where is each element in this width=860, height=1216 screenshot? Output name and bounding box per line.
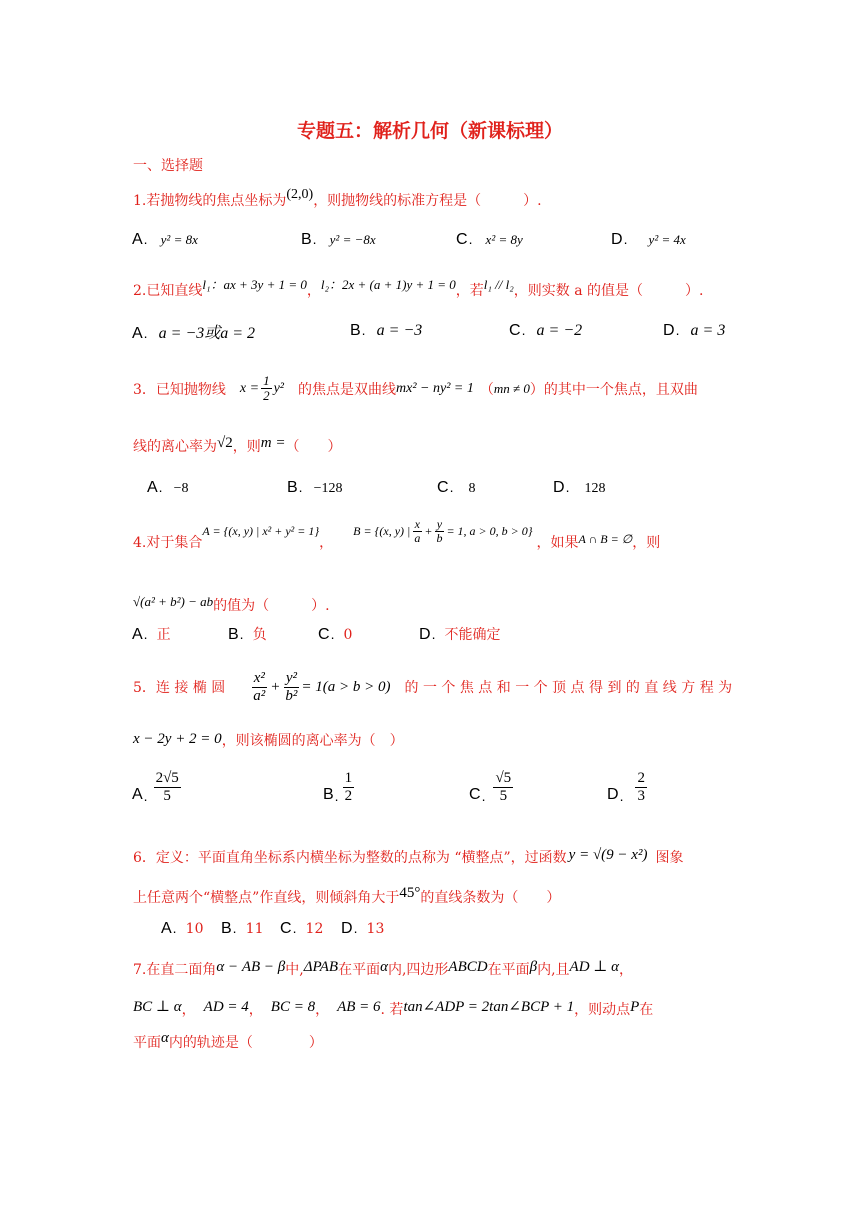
q7-quadrilateral: ABCD (448, 959, 488, 975)
option-den: 5 (163, 787, 171, 804)
option-label: A (132, 325, 143, 342)
q4-frac-yb (434, 518, 444, 545)
q7-s10: . 若 (380, 1002, 404, 1018)
q7-ad: AD = 4 (203, 999, 249, 1015)
question-5-line2 (133, 730, 404, 750)
q7-s12: 在 (639, 1002, 654, 1018)
q4-stem-b: ，如果 (536, 534, 579, 551)
q3-line2-a: 线的离心率为 (133, 439, 217, 455)
option-label: D (611, 231, 623, 248)
q5-ellipse-eq (251, 670, 390, 704)
q4-frac-a: a (414, 531, 421, 546)
option-fraction (493, 770, 513, 804)
option-label: D (341, 920, 353, 937)
option-dot: . (292, 920, 297, 936)
question-6-line2 (133, 887, 560, 907)
q7-s2: 在平面 (338, 962, 381, 978)
q7-bc: BC = 8 (270, 999, 316, 1015)
q4-set-a: A = {(x, y) | x² + y² = 1} (202, 524, 320, 539)
q7-triangle: ΔPAB (303, 959, 339, 975)
q1-stem-a: 1.若抛物线的焦点坐标为 (133, 193, 287, 209)
option-num: 2 (637, 770, 645, 786)
option-text: 10 (185, 921, 204, 937)
option-num: 2√5 (155, 770, 179, 786)
option-text: a = −3或a = 2 (158, 325, 256, 342)
option-label: C (437, 479, 449, 496)
option-text: 8 (468, 481, 476, 496)
q7-s11: ，则动点 (574, 1002, 631, 1018)
q4-setb-a: B = {(x, y) | (353, 524, 411, 539)
q3-cond: mn ≠ 0 (493, 380, 530, 396)
option-text: −128 (313, 481, 343, 496)
q7-s1: 中, (285, 962, 304, 978)
q3-option-b[interactable] (287, 477, 343, 497)
option-text: 11 (245, 921, 264, 937)
option-label: C (469, 786, 481, 803)
option-text: −8 (173, 481, 189, 496)
option-dot: . (239, 626, 244, 642)
q5-frac-x (251, 670, 267, 704)
q7-bc-perp: BC ⊥ α (133, 999, 182, 1015)
q4-stem-c: ，则 (632, 534, 661, 551)
q2-stem-c: ，则实数 a 的值是（ ）. (513, 283, 704, 299)
option-dot: . (312, 231, 317, 247)
option-label: D (419, 626, 431, 643)
q2-stem-a: 2.已知直线 (133, 283, 203, 299)
q7-alpha2: α (161, 1030, 169, 1046)
q4-option-b[interactable] (228, 624, 267, 644)
option-dot: . (298, 479, 303, 495)
q7-stem-a: 7.在直二面角 (133, 962, 217, 978)
q3-hyperbola: mx² − ny² = 1 (396, 380, 474, 396)
option-label: D (607, 786, 619, 803)
q2-parallel: l₁ // l₂ (483, 277, 514, 292)
q6-line2-a: 上任意两个“横整点”作直线，则倾斜角大于 (133, 890, 400, 906)
q2-l1: l₁ (202, 277, 211, 292)
option-label: A (147, 479, 158, 496)
q7-s3: 内,四边形 (387, 962, 449, 978)
q6-option-a[interactable] (161, 918, 203, 938)
q2-option-b[interactable] (350, 320, 422, 340)
q4-stem-a: 4.对于集合 (133, 534, 203, 551)
q6-stem-a: 6．定义：平面直角坐标系内横坐标为整数的点称为 “横整点”，过函数 (133, 850, 567, 866)
option-label: C (509, 322, 521, 339)
option-den: 3 (637, 787, 645, 804)
q5-frac-y (283, 670, 299, 704)
option-label: B (301, 231, 312, 248)
option-label: B (350, 322, 361, 339)
q2-option-a[interactable] (132, 320, 255, 343)
q1-option-c[interactable] (456, 229, 523, 249)
q2-stem-b: ，若 (455, 283, 484, 299)
q1-option-b[interactable] (301, 229, 376, 249)
option-text: y² = 8x (160, 232, 198, 247)
q7-s7: ， (181, 1002, 196, 1018)
q3-y2: y² (273, 380, 285, 396)
option-dot: . (143, 231, 148, 247)
q4-frac-b: b (436, 531, 443, 546)
option-text: y² = 4x (648, 232, 686, 247)
question-4-line2 (133, 595, 330, 615)
q7-ad-perp: AD ⊥ α (569, 959, 620, 975)
q3-option-a[interactable] (147, 477, 189, 497)
q4-frac-x: x (414, 517, 420, 531)
q5-option-a[interactable] (132, 770, 181, 804)
q4-intersection: A ∩ B = ∅ (578, 532, 633, 547)
option-text: 128 (584, 481, 606, 496)
option-label: A (132, 231, 143, 248)
option-label: B (323, 786, 334, 803)
q7-tan: tan∠ADP = 2tan∠BCP + 1 (403, 999, 575, 1015)
q2-sep: ， (306, 283, 321, 299)
option-dot: . (481, 788, 486, 804)
q7-alpha: α (380, 959, 388, 975)
q5-fx: x² (253, 670, 265, 686)
option-dot: . (468, 231, 473, 247)
q1-stem-b: ，则抛物线的标准方程是（ ）. (313, 193, 542, 209)
option-dot: . (334, 788, 339, 804)
q3-frac-den: 2 (263, 388, 270, 404)
q6-option-c[interactable] (280, 918, 323, 938)
q6-option-b[interactable] (221, 918, 263, 938)
option-den: 2 (344, 787, 353, 804)
q6-angle: 45° (399, 885, 421, 901)
q5-line-eq: x − 2y + 2 = 0 (133, 731, 222, 747)
option-label: D (663, 322, 675, 339)
option-text: y² = −8x (329, 232, 376, 247)
option-fraction (154, 770, 181, 804)
q4-option-d[interactable] (419, 624, 501, 644)
q7-line3-b: 内的轨迹是（ ） (168, 1035, 323, 1051)
option-dot: . (675, 322, 680, 338)
q3-fraction (261, 374, 272, 404)
q3-line2-c: （ ） (285, 439, 342, 455)
q2-eq2: ：2x + (a + 1)y + 1 = 0 (329, 277, 456, 292)
question-1-stem (133, 187, 542, 210)
option-dot: . (353, 920, 358, 936)
q7-p: P (630, 999, 640, 1015)
option-label: C (456, 231, 468, 248)
option-text: 不能确定 (444, 627, 501, 643)
option-label: B (287, 479, 298, 496)
q3-x-eq: x = (239, 380, 260, 396)
option-label: B (228, 626, 239, 643)
q1-option-a[interactable] (132, 229, 198, 249)
option-text: 12 (305, 921, 324, 937)
page-title: 专题五：解析几何（新课标理） (296, 120, 563, 142)
q5-fa: a² (253, 687, 266, 704)
option-dot: . (521, 322, 526, 338)
question-3-line2 (133, 436, 341, 456)
q6-line2-b: 的直线条数为（ ） (420, 890, 561, 906)
question-7-stem (133, 959, 633, 979)
q2-option-d[interactable] (663, 320, 725, 340)
q4-comma: ， (319, 534, 334, 551)
option-dot: . (143, 788, 148, 804)
option-dot: . (623, 231, 628, 247)
q6-function: y = √(9 − x²) (568, 847, 648, 863)
q2-l2: l₂ (320, 277, 329, 292)
option-dot: . (232, 920, 237, 936)
q7-s9: ， (315, 1002, 330, 1018)
option-label: C (280, 920, 292, 937)
q3-sqrt2: √2 (217, 435, 233, 451)
option-num: √5 (495, 770, 512, 786)
q5-option-b[interactable] (323, 770, 354, 804)
option-fraction (635, 770, 647, 804)
q2-option-c[interactable] (509, 320, 582, 340)
q5-plus: + (270, 678, 281, 695)
q5-stem-b: 的 一 个 焦 点 和 一 个 顶 点 得 到 的 直 线 方 程 为 (404, 680, 733, 696)
question-5-stem (133, 670, 733, 704)
q6-stem-b: 图象 (655, 850, 684, 866)
option-label: C (318, 626, 330, 643)
q1-point: (2,0) (286, 187, 314, 202)
q2-eq1: ：ax + 3y + 1 = 0 (210, 277, 307, 292)
q3-frac-num: 1 (263, 373, 270, 388)
option-label: B (221, 920, 232, 937)
q6-option-d[interactable] (341, 918, 384, 938)
q5-stem-a: 5．连 接 椭 圆 (133, 680, 226, 696)
q3-m-eq: m = (260, 435, 286, 451)
option-label: D (553, 479, 565, 496)
q3-line2-b: ，则 (232, 439, 261, 455)
q4-expression: √(a² + b²) − ab (133, 594, 214, 609)
q5-stem-c: ，则该椭圆的离心率为（ ） (221, 733, 404, 749)
q3-cond-b: ）的其中一个焦点，且双曲 (529, 381, 698, 398)
option-text: 负 (252, 627, 267, 643)
option-dot: . (158, 479, 163, 495)
q4-line2: 的值为（ ）. (213, 598, 330, 614)
q7-s5: 内,且 (537, 962, 570, 978)
q4-frac-y: y (436, 517, 443, 531)
q7-s6: ， (619, 962, 634, 978)
option-num: 1 (344, 770, 353, 786)
option-dot: . (449, 479, 454, 495)
option-text: 13 (366, 921, 385, 937)
q7-beta: β (529, 959, 538, 975)
option-fraction (343, 770, 355, 804)
question-4-stem (133, 517, 661, 555)
q7-s8: ， (248, 1002, 263, 1018)
option-label: A (161, 920, 172, 937)
option-text: x² = 8y (485, 232, 523, 247)
q7-ab: AB = 6 (337, 999, 381, 1015)
q5-rest: = 1(a > b > 0) (301, 678, 391, 695)
q4-option-a[interactable] (132, 624, 171, 644)
q3-stem-a: 3．已知抛物线 (133, 381, 226, 398)
question-6-stem (133, 847, 683, 867)
option-label: A (132, 626, 143, 643)
q3-option-c[interactable] (437, 477, 476, 497)
q3-option-d[interactable] (553, 477, 606, 497)
option-dot: . (565, 479, 570, 495)
option-dot: . (431, 626, 436, 642)
q4-option-c[interactable] (318, 624, 352, 644)
option-label: A (132, 786, 143, 803)
option-text: a = −2 (536, 322, 583, 339)
option-text: a = 3 (690, 322, 726, 339)
option-dot: . (143, 626, 148, 642)
question-7-line2 (133, 999, 653, 1019)
q3-cond-a: （ (479, 381, 494, 398)
q4-frac-xa (412, 518, 422, 545)
option-dot: . (172, 920, 177, 936)
q7-dihedral: α − AB − β (216, 959, 286, 975)
option-dot: . (143, 325, 148, 341)
section-heading: 一、选择题 (133, 158, 203, 174)
option-dot: . (330, 626, 335, 642)
option-dot: . (619, 788, 624, 804)
option-text: 正 (156, 627, 171, 643)
question-3-stem (133, 374, 698, 404)
option-den: 5 (499, 787, 508, 804)
q4-setb-b: = 1, a > 0, b > 0} (446, 524, 533, 539)
q5-option-d[interactable] (607, 770, 647, 804)
q7-s4: 在平面 (487, 962, 530, 978)
option-text: a = −3 (376, 322, 423, 339)
question-2-stem (133, 277, 704, 300)
option-text: 0 (343, 627, 353, 643)
q7-line3-a: 平面 (133, 1035, 161, 1051)
q5-option-c[interactable] (469, 770, 513, 804)
q4-set-b (353, 518, 532, 545)
question-7-line3 (133, 1032, 323, 1052)
q4-setb-plus: + (424, 524, 433, 539)
q3-stem-b: 的焦点是双曲线 (298, 381, 397, 398)
q5-fb: b² (285, 687, 298, 704)
q5-fy: y² (285, 670, 297, 686)
q1-option-d[interactable] (611, 229, 686, 249)
option-dot: . (361, 322, 366, 338)
